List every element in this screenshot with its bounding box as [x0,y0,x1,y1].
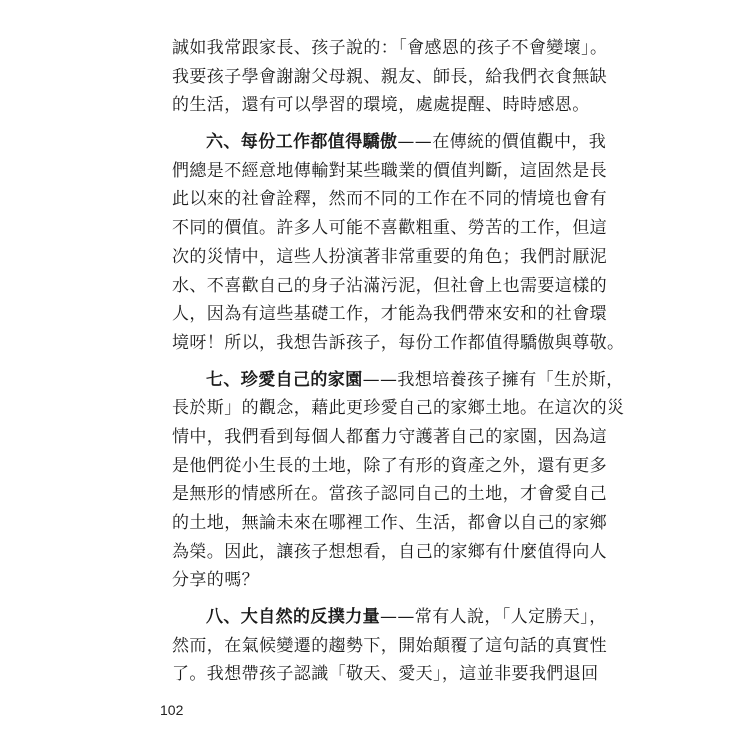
text-line: 長於斯」的觀念，藉此更珍愛自己的家鄉土地。在這次的災 [172,398,625,419]
text-line: 們總是不經意地傳輸對某些職業的價值判斷，這固然是長 [172,160,607,181]
text-line: 的生活，還有可以學習的環境，處處提醒、時時感恩。 [172,95,590,116]
text-line: 分享的嗎？ [172,570,259,591]
section-heading: 八、大自然的反撲力量 [206,607,380,628]
section-heading: 六、每份工作都值得驕傲 [206,132,398,153]
text-line: 不同的價值。許多人可能不喜歡粗重、勞苦的工作，但這 [172,218,607,239]
text-line: 次的災情中，這些人扮演著非常重要的角色；我們討厭泥 [172,246,607,267]
text-line: 情中，我們看到每個人都奮力守護著自己的家園，因為這 [172,426,607,447]
text-span: ——在傳統的價值觀中，我 [397,132,607,153]
text-line: 水、不喜歡自己的身子沾滿污泥，但社會上也需要這樣的 [172,275,607,296]
text-span: ——常有人說，「人定勝天」， [380,607,607,628]
text-line: 誠如我常跟家長、孩子說的：「會感恩的孩子不會變壞」。 [172,38,608,58]
text-line: 了。我想帶孩子認識「敬天、愛天」，這並非要我們退回 [172,664,599,685]
text-line: 境呀！所以，我想告訴孩子，每份工作都值得驕傲與尊敬。 [172,332,625,353]
text-line: 人，因為有這些基礎工作，才能為我們帶來安和的社會環 [172,304,607,325]
text-line: 是他們從小生長的土地，除了有形的資產之外，還有更多 [172,455,607,476]
paragraph-first-line [172,603,607,632]
text-line: 的土地，無論未來在哪裡工作、生活，都會以自己的家鄉 [172,513,607,533]
text-line: 是無形的情感所在。當孩子認同自己的土地，才會愛自己 [172,484,607,505]
text-span: ——我想培養孩子擁有「生於斯， [362,369,624,390]
text-line: 我要孩子學會謝謝父母親、親友、師長，給我們衣食無缺 [172,66,607,87]
section-heading: 七、珍愛自己的家園 [206,369,363,390]
text-line: 為榮。因此，讓孩子想想看，自己的家鄉有什麼值得向人 [172,541,607,562]
text-line: 此以來的社會詮釋，然而不同的工作在不同的情境也會有 [172,189,607,210]
body-text [172,34,625,689]
paragraph-first-line [172,366,624,395]
text-line: 然而，在氣候變遷的趨勢下，開始顛覆了這句話的真實性 [172,635,607,656]
page-number: 102 [160,702,184,718]
paragraph-first-line [172,128,607,157]
